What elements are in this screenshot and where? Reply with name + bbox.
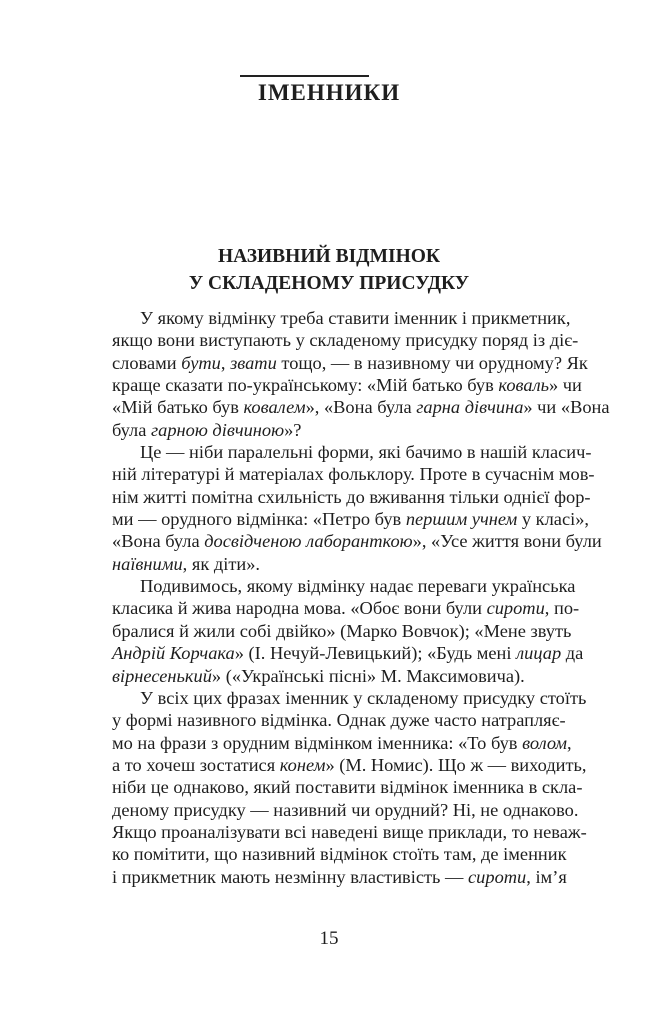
text-segment: краще сказати по-українському: «Мій батько був [112, 375, 499, 396]
body-text [112, 307, 610, 888]
text-line [112, 642, 584, 664]
text-line [112, 307, 571, 329]
text-segment: » чи [548, 375, 582, 396]
text-line [112, 799, 579, 821]
italic-term: першим учнем [405, 509, 518, 530]
text-segment: мо на фрази з орудним відмінком іменника: «То був [112, 732, 523, 753]
text-segment: , по- [544, 598, 580, 619]
text-segment: , ім’я [526, 866, 567, 887]
text-line [112, 665, 547, 687]
italic-term: волом [522, 732, 568, 753]
italic-term: конем [279, 754, 326, 775]
italic-term: гарною дівчиною [150, 419, 285, 440]
text-line [112, 843, 567, 865]
text-line [112, 776, 583, 798]
text-segment: бралися й жили собі двійко» (Марко Вовчок); «Мене звуть [112, 620, 572, 641]
text-line [112, 463, 595, 485]
text-segment: нім житті помітна схильність до вживання тільки однієї фор- [112, 486, 591, 507]
text-line [112, 754, 587, 776]
italic-term: лицар [516, 643, 562, 664]
text-segment: , [220, 352, 231, 373]
text-segment: ми — орудного відмінка: «Петро був [112, 509, 406, 530]
text-line [112, 486, 591, 508]
text-segment: якщо вони виступають у складеному присудку поряд із діє- [112, 330, 579, 351]
text-segment: », «Усе життя вони були [412, 531, 602, 552]
italic-term: звати [230, 352, 277, 373]
text-line [112, 821, 587, 843]
text-segment: «Мій батько був [112, 397, 244, 418]
text-segment: » (М. Номис). Що ж — виходить, [325, 754, 587, 775]
text-segment: деному присудку — називний чи орудний? Ні, не однаково. [112, 799, 579, 820]
text-segment: Це — ніби паралельні форми, які бачимо в нашій класич- [140, 442, 592, 463]
text-segment: да [561, 643, 584, 664]
text-line [112, 687, 587, 709]
text-segment: класика й жива народна мова. «Обоє вони були [112, 598, 487, 619]
text-segment: у класі», [517, 509, 590, 530]
text-line [112, 866, 567, 888]
text-line [112, 329, 579, 351]
text-line [112, 374, 582, 396]
text-line [112, 396, 610, 418]
italic-term: бути [181, 352, 221, 373]
chapter-title-rule [240, 75, 369, 77]
text-line [112, 597, 580, 619]
text-segment: словами [112, 352, 182, 373]
italic-term: гарна дівчина [416, 397, 524, 418]
text-segment: ній літературі й матеріалах фольклору. Проте в сучаснім мов- [112, 464, 595, 485]
text-segment: а то хочеш зостатися [112, 754, 280, 775]
text-segment: була [112, 419, 151, 440]
text-line [112, 620, 572, 642]
text-line [112, 553, 547, 575]
italic-term: наївними [112, 553, 183, 574]
text-segment: і прикметник мають незмінну властивість — [112, 866, 469, 887]
chapter-title: ІМЕННИКИ [257, 80, 401, 105]
text-line [112, 732, 572, 754]
italic-term: Андрій Корчака [112, 643, 235, 664]
text-line [112, 352, 588, 374]
text-line [112, 419, 547, 441]
text-line [112, 508, 590, 530]
text-segment: » чи «Вона [523, 397, 610, 418]
text-segment: ніби це однаково, який поставити відмінок іменника в скла- [112, 777, 583, 798]
italic-term: сироти [468, 866, 527, 887]
text-segment: «Вона була [112, 531, 205, 552]
text-line [112, 709, 566, 731]
page-number: 15 [319, 928, 339, 949]
text-segment: У якому відмінку треба ставити іменник і прикметник, [140, 308, 571, 328]
text-segment: ко помітити, що називний відмінок стоїть там, де іменник [112, 844, 567, 865]
text-segment: Подивимось, якому відмінку надає переваги українська [140, 576, 576, 597]
italic-term: ковалем [243, 397, 306, 418]
text-segment: »? [284, 419, 302, 440]
text-line [112, 575, 576, 597]
italic-term: досвідченою лаборанткою [204, 531, 413, 552]
text-segment: тощо, — в називному чи орудному? Як [276, 352, 588, 373]
text-segment: Якщо проаналізувати всі наведені вище приклади, то неваж- [112, 821, 587, 842]
text-line [112, 530, 602, 552]
text-segment: , [567, 732, 572, 753]
italic-term: сироти [486, 598, 545, 619]
italic-term: коваль [498, 375, 549, 396]
text-segment: , як діти». [182, 553, 260, 574]
text-line [112, 441, 592, 463]
section-title-line-1: НАЗИВНИЙ ВІДМІНОК [217, 246, 441, 267]
italic-term: вірнесенький [112, 665, 212, 686]
text-segment: у формі називного відмінка. Однак дуже часто натрапляє- [112, 710, 566, 731]
text-segment: », «Вона була [305, 397, 417, 418]
text-segment: » (І. Нечуй-Левицький); «Будь мені [234, 643, 517, 664]
text-segment: У всіх цих фразах іменник у складеному присудку стоїть [140, 687, 587, 708]
section-title-line-2: У СКЛАДЕНОМУ ПРИСУДКУ [188, 273, 470, 294]
text-segment: » («Українські пісні» М. Максимовича). [211, 665, 525, 686]
